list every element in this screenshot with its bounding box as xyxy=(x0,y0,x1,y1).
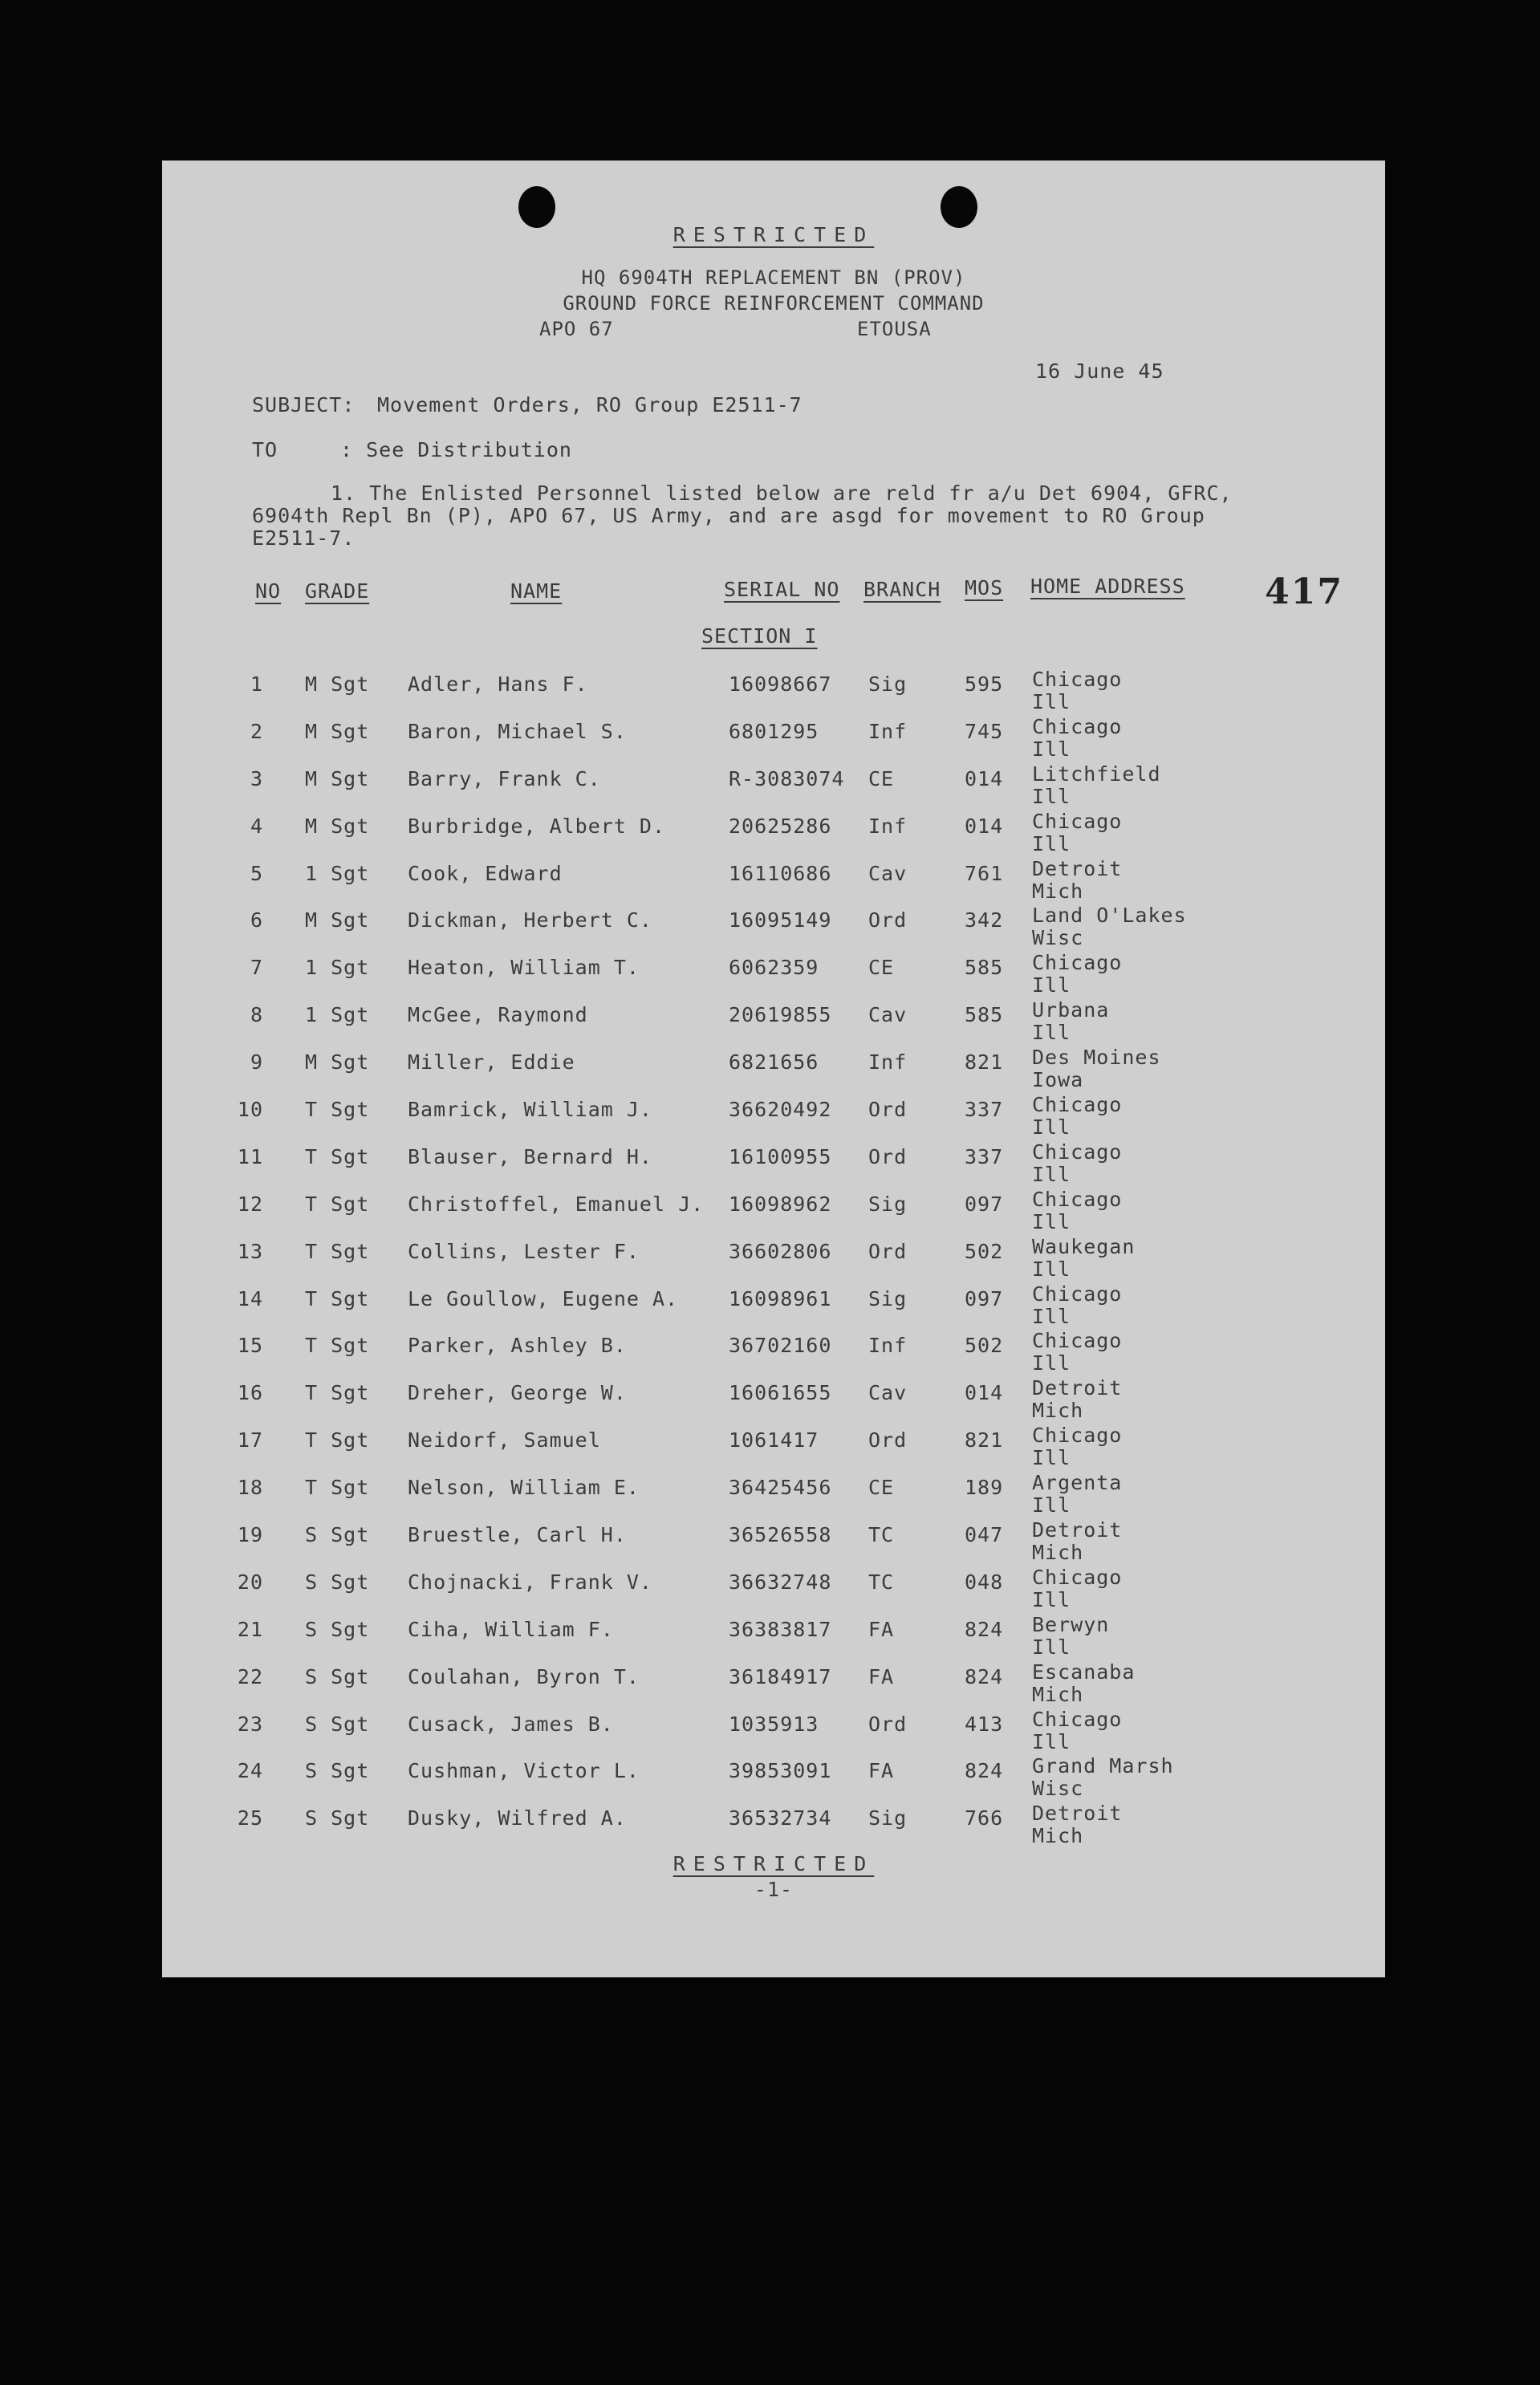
row-name: Dusky, Wilfred A. xyxy=(408,1806,627,1830)
row-state: Iowa xyxy=(1032,1068,1084,1092)
row-name: Collins, Lester F. xyxy=(408,1239,640,1263)
subject-text: Movement Orders, RO Group E2511-7 xyxy=(377,393,803,416)
row-grade: T Sgt xyxy=(305,1192,370,1216)
row-grade: M Sgt xyxy=(305,1050,370,1075)
table-row xyxy=(162,1187,1385,1240)
table-row xyxy=(162,1471,1385,1523)
to-label: TO xyxy=(252,438,278,461)
row-name: Christoffel, Emanuel J. xyxy=(408,1192,705,1216)
row-name: Bruestle, Carl H. xyxy=(408,1523,627,1547)
row-branch: Cav xyxy=(868,861,908,885)
row-branch: TC xyxy=(868,1523,895,1547)
row-name: Chojnacki, Frank V. xyxy=(408,1570,652,1594)
row-number: 12 xyxy=(237,1192,263,1216)
row-branch: Ord xyxy=(868,1144,908,1168)
header-mos: MOS xyxy=(965,576,1004,599)
row-serial: 39853091 xyxy=(729,1759,832,1783)
theater: ETOUSA xyxy=(857,318,932,340)
row-state: Ill xyxy=(1032,1257,1071,1281)
row-state: Ill xyxy=(1032,1729,1071,1753)
row-grade: T Sgt xyxy=(305,1476,370,1500)
row-grade: T Sgt xyxy=(305,1098,370,1122)
row-grade: 1 Sgt xyxy=(305,1003,370,1027)
row-branch: Inf xyxy=(868,814,908,838)
row-mos: 189 xyxy=(965,1476,1004,1500)
row-number: 15 xyxy=(237,1334,263,1358)
row-name: Adler, Hans F. xyxy=(408,672,588,696)
page-mark: 417 xyxy=(1265,571,1343,612)
row-number: 8 xyxy=(250,1003,263,1027)
table-row xyxy=(162,998,1385,1050)
row-name: Nelson, William E. xyxy=(408,1476,640,1500)
row-grade: S Sgt xyxy=(305,1759,370,1783)
org-line-1: HQ 6904TH REPLACEMENT BN (PROV) xyxy=(581,266,966,289)
table-row xyxy=(162,1424,1385,1476)
row-serial: R-3083074 xyxy=(729,766,845,790)
row-state: Ill xyxy=(1032,1209,1071,1233)
row-serial: 36532734 xyxy=(729,1806,832,1830)
row-state: Mich xyxy=(1032,1682,1084,1706)
punch-hole-left xyxy=(518,186,555,228)
row-branch: Ord xyxy=(868,1239,908,1263)
row-branch: FA xyxy=(868,1664,895,1688)
row-city: Detroit xyxy=(1032,856,1123,880)
row-branch: Sig xyxy=(868,1286,908,1310)
row-grade: S Sgt xyxy=(305,1570,370,1594)
table-row xyxy=(162,1376,1385,1428)
subject-label: SUBJECT: xyxy=(252,393,356,416)
row-grade: S Sgt xyxy=(305,1712,370,1736)
to-value: : See Distribution xyxy=(340,438,572,461)
row-number: 25 xyxy=(237,1806,263,1830)
section-title: SECTION I xyxy=(701,624,818,648)
row-number: 2 xyxy=(250,719,263,743)
row-serial: 16100955 xyxy=(729,1144,832,1168)
row-branch: CE xyxy=(868,956,895,980)
row-branch: TC xyxy=(868,1570,895,1594)
row-mos: 014 xyxy=(965,814,1004,838)
row-state: Ill xyxy=(1032,1304,1071,1328)
row-mos: 014 xyxy=(965,1381,1004,1405)
row-number: 6 xyxy=(250,908,263,932)
row-serial: 20625286 xyxy=(729,814,832,838)
row-mos: 585 xyxy=(965,1003,1004,1027)
org-line-2: GROUND FORCE REINFORCEMENT COMMAND xyxy=(563,292,985,315)
classification-bottom: RESTRICTED xyxy=(672,1852,875,1875)
row-city: Chicago xyxy=(1032,668,1123,691)
row-number: 4 xyxy=(250,814,263,838)
table-row xyxy=(162,1329,1385,1381)
header-no: NO xyxy=(255,579,282,603)
row-city: Chicago xyxy=(1032,1707,1123,1731)
row-state: Ill xyxy=(1032,690,1071,713)
row-mos: 014 xyxy=(965,766,1004,790)
row-branch: Ord xyxy=(868,1428,908,1453)
row-name: Blauser, Bernard H. xyxy=(408,1144,652,1168)
row-name: Le Goullow, Eugene A. xyxy=(408,1286,679,1310)
row-name: Cusack, James B. xyxy=(408,1712,614,1736)
row-city: Litchfield xyxy=(1032,762,1161,786)
row-name: Coulahan, Byron T. xyxy=(408,1664,640,1688)
row-branch: FA xyxy=(868,1617,895,1641)
row-number: 5 xyxy=(250,861,263,885)
row-serial: 16098961 xyxy=(729,1286,832,1310)
row-state: Ill xyxy=(1032,784,1071,808)
row-branch: CE xyxy=(868,1476,895,1500)
row-city: Detroit xyxy=(1032,1518,1123,1542)
paragraph-line-3: E2511-7. xyxy=(252,526,356,550)
row-mos: 502 xyxy=(965,1239,1004,1263)
header-name: NAME xyxy=(510,579,563,603)
row-name: Parker, Ashley B. xyxy=(408,1334,627,1358)
row-mos: 824 xyxy=(965,1617,1004,1641)
row-serial: 1061417 xyxy=(729,1428,819,1453)
row-mos: 824 xyxy=(965,1759,1004,1783)
table-row xyxy=(162,1565,1385,1618)
row-branch: Ord xyxy=(868,908,908,932)
row-city: Urbana xyxy=(1032,998,1110,1022)
row-grade: S Sgt xyxy=(305,1523,370,1547)
row-state: Mich xyxy=(1032,879,1084,903)
row-grade: S Sgt xyxy=(305,1806,370,1830)
table-row xyxy=(162,809,1385,862)
row-grade: T Sgt xyxy=(305,1239,370,1263)
row-mos: 048 xyxy=(965,1570,1004,1594)
row-branch: CE xyxy=(868,766,895,790)
row-number: 13 xyxy=(237,1239,263,1263)
table-row xyxy=(162,1282,1385,1335)
row-grade: 1 Sgt xyxy=(305,861,370,885)
table-row xyxy=(162,1612,1385,1665)
row-grade: S Sgt xyxy=(305,1664,370,1688)
row-mos: 337 xyxy=(965,1144,1004,1168)
row-number: 24 xyxy=(237,1759,263,1783)
row-number: 7 xyxy=(250,956,263,980)
row-number: 9 xyxy=(250,1050,263,1075)
row-serial: 36184917 xyxy=(729,1664,832,1688)
row-grade: M Sgt xyxy=(305,766,370,790)
row-serial: 16095149 xyxy=(729,908,832,932)
table-row xyxy=(162,951,1385,1003)
row-grade: T Sgt xyxy=(305,1334,370,1358)
row-state: Ill xyxy=(1032,831,1071,855)
row-serial: 6801295 xyxy=(729,719,819,743)
row-branch: Inf xyxy=(868,1334,908,1358)
row-state: Ill xyxy=(1032,973,1071,997)
row-serial: 36425456 xyxy=(729,1476,832,1500)
row-state: Wisc xyxy=(1032,926,1084,950)
row-grade: M Sgt xyxy=(305,814,370,838)
row-mos: 047 xyxy=(965,1523,1004,1547)
row-mos: 595 xyxy=(965,672,1004,696)
row-mos: 097 xyxy=(965,1286,1004,1310)
row-number: 16 xyxy=(237,1381,263,1405)
row-name: Neidorf, Samuel xyxy=(408,1428,601,1453)
row-state: Ill xyxy=(1032,1351,1071,1375)
row-mos: 824 xyxy=(965,1664,1004,1688)
row-mos: 342 xyxy=(965,908,1004,932)
document-date: 16 June 45 xyxy=(1035,360,1164,383)
table-row xyxy=(162,856,1385,909)
row-branch: Sig xyxy=(868,672,908,696)
table-row xyxy=(162,714,1385,767)
row-serial: 36383817 xyxy=(729,1617,832,1641)
table-row xyxy=(162,1046,1385,1098)
row-number: 19 xyxy=(237,1523,263,1547)
row-state: Ill xyxy=(1032,1587,1071,1611)
table-row xyxy=(162,1660,1385,1713)
row-state: Mich xyxy=(1032,1824,1084,1848)
document-page xyxy=(162,160,1385,1977)
row-serial: 16061655 xyxy=(729,1381,832,1405)
row-state: Ill xyxy=(1032,737,1071,761)
row-serial: 36620492 xyxy=(729,1098,832,1122)
row-city: Chicago xyxy=(1032,809,1123,833)
header-address: HOME ADDRESS xyxy=(1030,575,1185,598)
header-branch: BRANCH xyxy=(863,578,941,601)
row-branch: Cav xyxy=(868,1381,908,1405)
row-state: Ill xyxy=(1032,1021,1071,1045)
row-number: 10 xyxy=(237,1098,263,1122)
row-grade: T Sgt xyxy=(305,1381,370,1405)
row-name: Dickman, Herbert C. xyxy=(408,908,652,932)
row-city: Chicago xyxy=(1032,1140,1123,1164)
row-city: Chicago xyxy=(1032,1565,1123,1589)
row-state: Ill xyxy=(1032,1446,1071,1470)
row-grade: T Sgt xyxy=(305,1144,370,1168)
row-name: Burbridge, Albert D. xyxy=(408,814,666,838)
row-city: Chicago xyxy=(1032,714,1123,738)
row-number: 14 xyxy=(237,1286,263,1310)
row-mos: 413 xyxy=(965,1712,1004,1736)
row-name: Heaton, William T. xyxy=(408,956,640,980)
row-serial: 16098962 xyxy=(729,1192,832,1216)
row-city: Argenta xyxy=(1032,1471,1123,1495)
row-branch: Ord xyxy=(868,1098,908,1122)
row-number: 11 xyxy=(237,1144,263,1168)
row-serial: 36602806 xyxy=(729,1239,832,1263)
row-branch: Sig xyxy=(868,1806,908,1830)
row-number: 23 xyxy=(237,1712,263,1736)
row-name: Cushman, Victor L. xyxy=(408,1759,640,1783)
row-name: Miller, Eddie xyxy=(408,1050,575,1075)
row-grade: 1 Sgt xyxy=(305,956,370,980)
row-serial: 36702160 xyxy=(729,1334,832,1358)
header-serial: SERIAL NO xyxy=(724,578,840,601)
row-city: Chicago xyxy=(1032,1282,1123,1306)
row-serial: 36632748 xyxy=(729,1570,832,1594)
row-number: 21 xyxy=(237,1617,263,1641)
row-name: Dreher, George W. xyxy=(408,1381,627,1405)
row-city: Chicago xyxy=(1032,1424,1123,1448)
row-mos: 761 xyxy=(965,861,1004,885)
row-branch: FA xyxy=(868,1759,895,1783)
row-name: Baron, Michael S. xyxy=(408,719,627,743)
row-grade: M Sgt xyxy=(305,908,370,932)
table-row xyxy=(162,762,1385,815)
row-serial: 16098667 xyxy=(729,672,832,696)
row-grade: T Sgt xyxy=(305,1286,370,1310)
row-branch: Ord xyxy=(868,1712,908,1736)
table-row xyxy=(162,1707,1385,1760)
row-city: Grand Marsh xyxy=(1032,1754,1174,1778)
table-row xyxy=(162,668,1385,720)
row-state: Mich xyxy=(1032,1541,1084,1565)
row-mos: 821 xyxy=(965,1428,1004,1453)
row-state: Ill xyxy=(1032,1115,1071,1140)
row-serial: 1035913 xyxy=(729,1712,819,1736)
row-branch: Cav xyxy=(868,1003,908,1027)
table-row xyxy=(162,1234,1385,1287)
row-number: 1 xyxy=(250,672,263,696)
row-state: Ill xyxy=(1032,1635,1071,1659)
row-mos: 502 xyxy=(965,1334,1004,1358)
row-branch: Inf xyxy=(868,719,908,743)
row-city: Waukegan xyxy=(1032,1234,1136,1258)
punch-hole-right xyxy=(941,186,977,228)
row-branch: Sig xyxy=(868,1192,908,1216)
row-name: Ciha, William F. xyxy=(408,1617,614,1641)
row-serial: 6062359 xyxy=(729,956,819,980)
apo: APO 67 xyxy=(539,318,614,340)
row-grade: T Sgt xyxy=(305,1428,370,1453)
row-mos: 585 xyxy=(965,956,1004,980)
row-mos: 337 xyxy=(965,1098,1004,1122)
row-city: Chicago xyxy=(1032,1187,1123,1211)
row-serial: 6821656 xyxy=(729,1050,819,1075)
row-serial: 16110686 xyxy=(729,861,832,885)
row-mos: 821 xyxy=(965,1050,1004,1075)
row-city: Land O'Lakes xyxy=(1032,904,1187,928)
table-row xyxy=(162,1518,1385,1570)
page-number: -1- xyxy=(754,1878,794,1901)
row-number: 20 xyxy=(237,1570,263,1594)
row-city: Detroit xyxy=(1032,1802,1123,1826)
classification-top: RESTRICTED xyxy=(672,223,875,246)
row-mos: 745 xyxy=(965,719,1004,743)
personnel-list xyxy=(162,668,1385,1854)
row-name: Bamrick, William J. xyxy=(408,1098,652,1122)
table-row xyxy=(162,1140,1385,1192)
header-grade: GRADE xyxy=(305,579,370,603)
paragraph-line-1: 1. The Enlisted Personnel listed below are reld fr a/u Det 6904, GFRC, xyxy=(331,481,1233,505)
row-city: Chicago xyxy=(1032,1329,1123,1353)
row-city: Chicago xyxy=(1032,1093,1123,1117)
table-row xyxy=(162,1802,1385,1854)
row-city: Detroit xyxy=(1032,1376,1123,1400)
row-state: Wisc xyxy=(1032,1777,1084,1801)
row-grade: M Sgt xyxy=(305,672,370,696)
row-city: Chicago xyxy=(1032,951,1123,975)
row-number: 3 xyxy=(250,766,263,790)
row-number: 17 xyxy=(237,1428,263,1453)
row-serial: 36526558 xyxy=(729,1523,832,1547)
row-number: 22 xyxy=(237,1664,263,1688)
row-mos: 766 xyxy=(965,1806,1004,1830)
row-grade: S Sgt xyxy=(305,1617,370,1641)
row-city: Berwyn xyxy=(1032,1612,1110,1636)
row-state: Ill xyxy=(1032,1493,1071,1518)
row-state: Mich xyxy=(1032,1399,1084,1423)
row-city: Des Moines xyxy=(1032,1046,1161,1070)
row-city: Escanaba xyxy=(1032,1660,1136,1684)
row-mos: 097 xyxy=(965,1192,1004,1216)
row-grade: M Sgt xyxy=(305,719,370,743)
row-name: McGee, Raymond xyxy=(408,1003,588,1027)
row-serial: 20619855 xyxy=(729,1003,832,1027)
row-name: Cook, Edward xyxy=(408,861,563,885)
paragraph-line-2: 6904th Repl Bn (P), APO 67, US Army, and are asgd for movement to RO Group xyxy=(252,504,1205,527)
row-branch: Inf xyxy=(868,1050,908,1075)
table-row xyxy=(162,1093,1385,1145)
row-state: Ill xyxy=(1032,1162,1071,1186)
table-row xyxy=(162,1754,1385,1806)
row-name: Barry, Frank C. xyxy=(408,766,601,790)
table-row xyxy=(162,904,1385,956)
row-number: 18 xyxy=(237,1476,263,1500)
